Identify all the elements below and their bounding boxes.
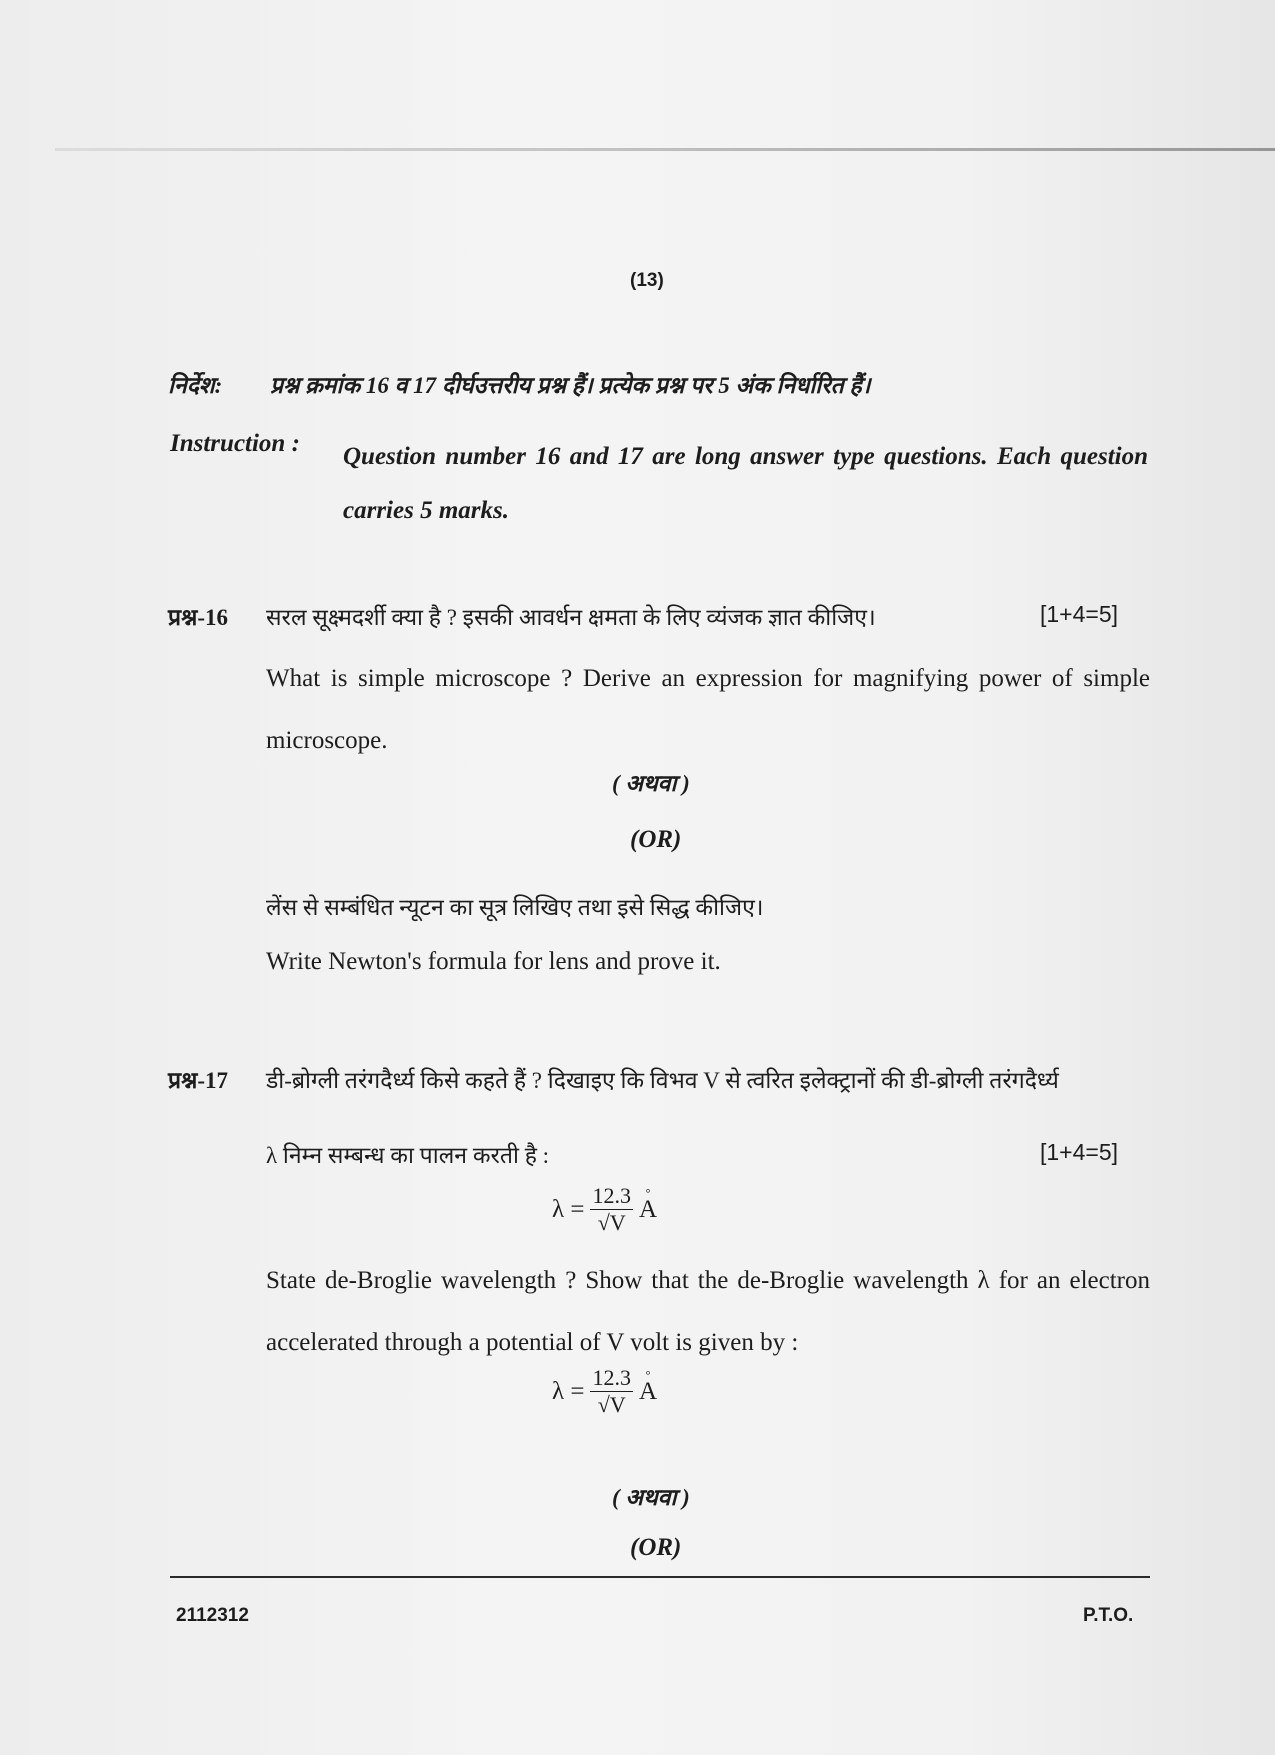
question-16-english: What is simple microscope ? Derive an expression for magnifying power of simple microscope. bbox=[266, 665, 1150, 754]
formula-lhs: λ = bbox=[552, 1377, 585, 1405]
question-16-or-hindi: ( अथवा ) bbox=[612, 771, 690, 796]
formula-unit bbox=[638, 1367, 658, 1406]
formula-numerator: 12.3 bbox=[592, 1183, 631, 1208]
formula-denominator: √V bbox=[597, 1210, 626, 1235]
question-16-label: प्रश्न-16 bbox=[168, 605, 229, 630]
directions-hindi-label: निर्देश: bbox=[168, 373, 223, 398]
paper-fold-edge bbox=[55, 148, 1275, 151]
paper-code: 2112312 bbox=[176, 1605, 249, 1626]
angstrom-ring: ° bbox=[645, 1367, 651, 1382]
formula-unit bbox=[638, 1185, 658, 1224]
formula-unit-letter: A bbox=[638, 1195, 658, 1223]
footer-rule bbox=[170, 1576, 1150, 1578]
question-16-alt-hindi: लेंस से सम्बंधित न्यूटन का सूत्र लिखिए तथा इसे सिद्ध कीजिए। bbox=[266, 895, 764, 920]
question-17-marks: [1+4=5] bbox=[1040, 1139, 1119, 1165]
formula-numerator: 12.3 bbox=[592, 1365, 631, 1390]
question-17-or-english: (OR) bbox=[630, 1534, 682, 1561]
formula-unit-letter: A bbox=[638, 1377, 658, 1405]
formula-denominator: √V bbox=[597, 1392, 626, 1417]
question-17-label: प्रश्न-17 bbox=[168, 1068, 229, 1093]
question-16-or-english: (OR) bbox=[630, 826, 682, 853]
formula-fraction bbox=[590, 1365, 633, 1418]
directions-hindi-text: प्रश्न क्रमांक 16 व 17 दीर्घउत्तरीय प्रश्न हैं। प्रत्येक प्रश्न पर 5 अंक निर्धारित हैं। bbox=[270, 373, 871, 398]
pto-label: P.T.O. bbox=[1083, 1605, 1134, 1626]
instruction-label: Instruction : bbox=[170, 430, 300, 457]
question-16-alt-english: Write Newton's formula for lens and prove it. bbox=[266, 948, 721, 975]
question-16-hindi: सरल सूक्ष्मदर्शी क्या है ? इसकी आवर्धन क्षमता के लिए व्यंजक ज्ञात कीजिए। bbox=[266, 605, 876, 630]
question-17-hindi-line1: डी-ब्रोग्ली तरंगदैर्ध्य किसे कहते हैं ? दिखाइए कि विभव V से त्वरित इलेक्ट्रानों की डी-ब्रोग्ली तरंगदैर्ध्य bbox=[266, 1068, 1059, 1093]
question-17-or-hindi: ( अथवा ) bbox=[612, 1485, 690, 1510]
formula-lhs: λ = bbox=[552, 1195, 585, 1223]
de-broglie-formula-1 bbox=[552, 1183, 657, 1236]
formula-fraction bbox=[590, 1183, 633, 1236]
angstrom-ring: ° bbox=[645, 1185, 651, 1200]
question-17-hindi-line2: λ निम्न सम्बन्ध का पालन करती है : bbox=[266, 1143, 550, 1168]
de-broglie-formula-2 bbox=[552, 1365, 657, 1418]
page-number: (13) bbox=[630, 270, 664, 291]
question-17-english: State de-Broglie wavelength ? Show that the de-Broglie wavelength λ for an electron accelerated through a potential of V volt is given by : bbox=[266, 1267, 1150, 1356]
question-16-marks: [1+4=5] bbox=[1040, 601, 1119, 627]
instruction-text: Question number 16 and 17 are long answer type questions. Each question carries 5 marks. bbox=[343, 443, 1148, 524]
